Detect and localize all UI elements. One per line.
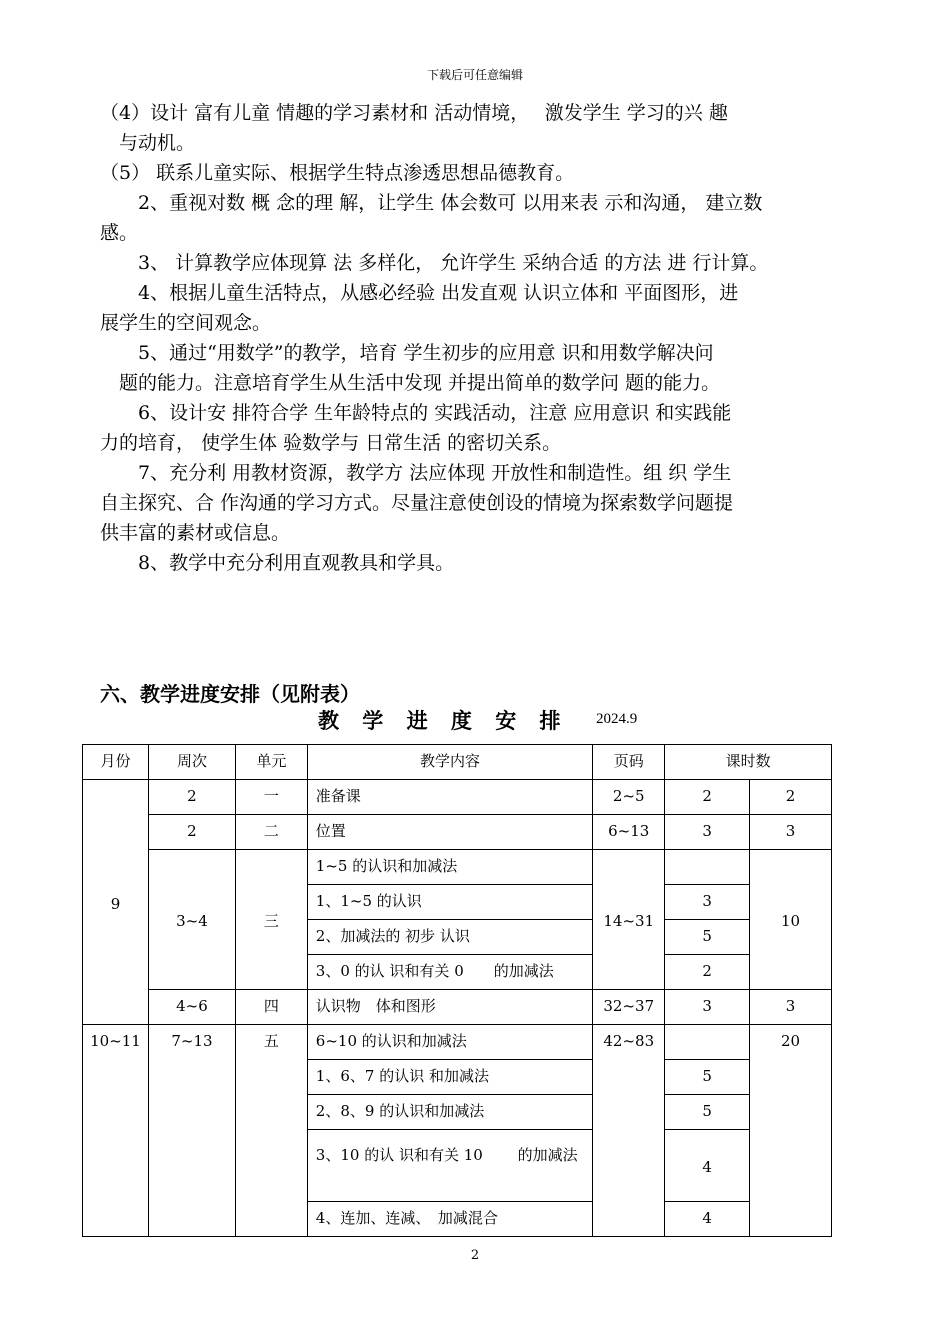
cell-content: 2、加减法的 初步 认识: [307, 920, 592, 955]
cell-content: 1~5 的认识和加减法: [307, 850, 592, 885]
header-note: 下载后可任意编辑: [426, 68, 523, 82]
cell-hours: 4: [665, 1202, 750, 1237]
cell-pages: 6~13: [593, 815, 665, 850]
cell-week: 4~6: [148, 990, 235, 1025]
table-row: [83, 815, 832, 850]
schedule-table: [82, 744, 832, 1237]
cell-hours-total: 2: [750, 780, 832, 815]
cell-hours-total: 3: [750, 990, 832, 1025]
cell-hours-total: 3: [750, 815, 832, 850]
cell-week: 2: [148, 780, 235, 815]
cell-month: 9: [83, 780, 149, 1025]
cell-content: 3、10 的认 识和有关 10 的加减法: [307, 1130, 592, 1202]
cell-hours: 3: [665, 885, 750, 920]
table-date: 2024.9: [596, 711, 638, 727]
table-title: 教 学 进 度 安 排: [318, 709, 569, 733]
paragraph-line: 供丰富的素材或信息。: [100, 522, 291, 544]
cell-month: 10~11: [83, 1025, 149, 1237]
table-row: [83, 1025, 832, 1060]
cell-hours: [665, 850, 750, 885]
cell-content: 1、1~5 的认识: [307, 885, 592, 920]
paragraph-line: 展学生的空间观念。: [100, 312, 272, 334]
cell-hours: 5: [665, 1095, 750, 1130]
cell-unit: 五: [235, 1025, 307, 1237]
cell-unit: 四: [235, 990, 307, 1025]
cell-hours-total: 10: [750, 850, 832, 990]
header-week: 周次: [148, 745, 235, 780]
cell-pages: 42~83: [593, 1025, 665, 1237]
paragraph-line: （5） 联系儿童实际、根据学生特点渗透思想品德教育。: [100, 162, 575, 184]
table-row: [83, 780, 832, 815]
paragraph-line: 自主探究、合 作沟通的学习方式。尽量注意使创设的情境为探索数学问题提: [100, 492, 734, 514]
paragraph-line: 题的能力。注意培育学生从生活中发现 并提出简单的数学问 题的能力。: [100, 372, 721, 394]
cell-hours: 5: [665, 920, 750, 955]
table-header-row: [83, 745, 832, 780]
cell-hours: [665, 1025, 750, 1060]
page-number: 2: [470, 1248, 480, 1263]
paragraph-line: 8、教学中充分利用直观教具和学具。: [100, 552, 455, 574]
cell-content: 1、6、7 的认识 和加减法: [307, 1060, 592, 1095]
header-unit: 单元: [235, 745, 307, 780]
cell-week: 2: [148, 815, 235, 850]
cell-hours: 3: [665, 990, 750, 1025]
cell-pages: 2~5: [593, 780, 665, 815]
paragraph-line: 力的培育， 使学生体 验数学与 日常生活 的密切关系。: [100, 432, 562, 454]
section-title: 六、教学进度安排（见附表）: [100, 682, 360, 706]
cell-unit: 三: [235, 850, 307, 990]
paragraph-line: 2、重视对数 概 念的理 解，让学生 体会数可 以用来表 示和沟通， 建立数: [100, 192, 763, 214]
cell-content: 2、8、9 的认识和加减法: [307, 1095, 592, 1130]
cell-content: 3、0 的认 识和有关 0 的加减法: [307, 955, 592, 990]
cell-pages: 32~37: [593, 990, 665, 1025]
table-row: [83, 850, 832, 885]
paragraph-line: 与动机。: [100, 132, 196, 154]
header-content: 教学内容: [307, 745, 592, 780]
cell-content: 准备课: [307, 780, 592, 815]
paragraph-line: 5、通过“用数学”的教学，培育 学生初步的应用意 识和用数学解决问: [100, 342, 714, 364]
header-pages: 页码: [593, 745, 665, 780]
cell-unit: 二: [235, 815, 307, 850]
paragraph-line: 6、设计安 排符合学 生年龄特点的 实践活动，注意 应用意识 和实践能: [100, 402, 732, 424]
paragraph-line: 感。: [100, 222, 139, 244]
cell-pages: 14~31: [593, 850, 665, 990]
cell-content: 认识物 体和图形: [307, 990, 592, 1025]
paragraph-line: 7、充分利 用教材资源，教学方 法应体现 开放性和制造性。组 织 学生: [100, 462, 732, 484]
cell-content: 4、连加、连减、 加减混合: [307, 1202, 592, 1237]
cell-hours-total: 20: [750, 1025, 832, 1237]
cell-hours: 2: [665, 955, 750, 990]
cell-hours: 3: [665, 815, 750, 850]
cell-content: 6~10 的认识和加减法: [307, 1025, 592, 1060]
cell-content: 位置: [307, 815, 592, 850]
paragraph-line: 3、 计算教学应体现算 法 多样化， 允许学生 采纳合适 的方法 进 行计算。: [100, 252, 769, 274]
header-month: 月份: [83, 745, 149, 780]
table-row: [83, 990, 832, 1025]
cell-hours: 5: [665, 1060, 750, 1095]
paragraph-line: 4、根据儿童生活特点，从感必经验 出发直观 认识立体和 平面图形，进: [100, 282, 739, 304]
cell-unit: 一: [235, 780, 307, 815]
paragraph-line: （4）设计 富有儿童 情趣的学习素材和 活动情境， 激发学生 学习的兴 趣: [100, 102, 728, 124]
cell-week: 7~13: [148, 1025, 235, 1237]
cell-hours: 2: [665, 780, 750, 815]
header-hours: 课时数: [665, 745, 832, 780]
cell-week: 3~4: [148, 850, 235, 990]
cell-hours: 4: [665, 1130, 750, 1202]
